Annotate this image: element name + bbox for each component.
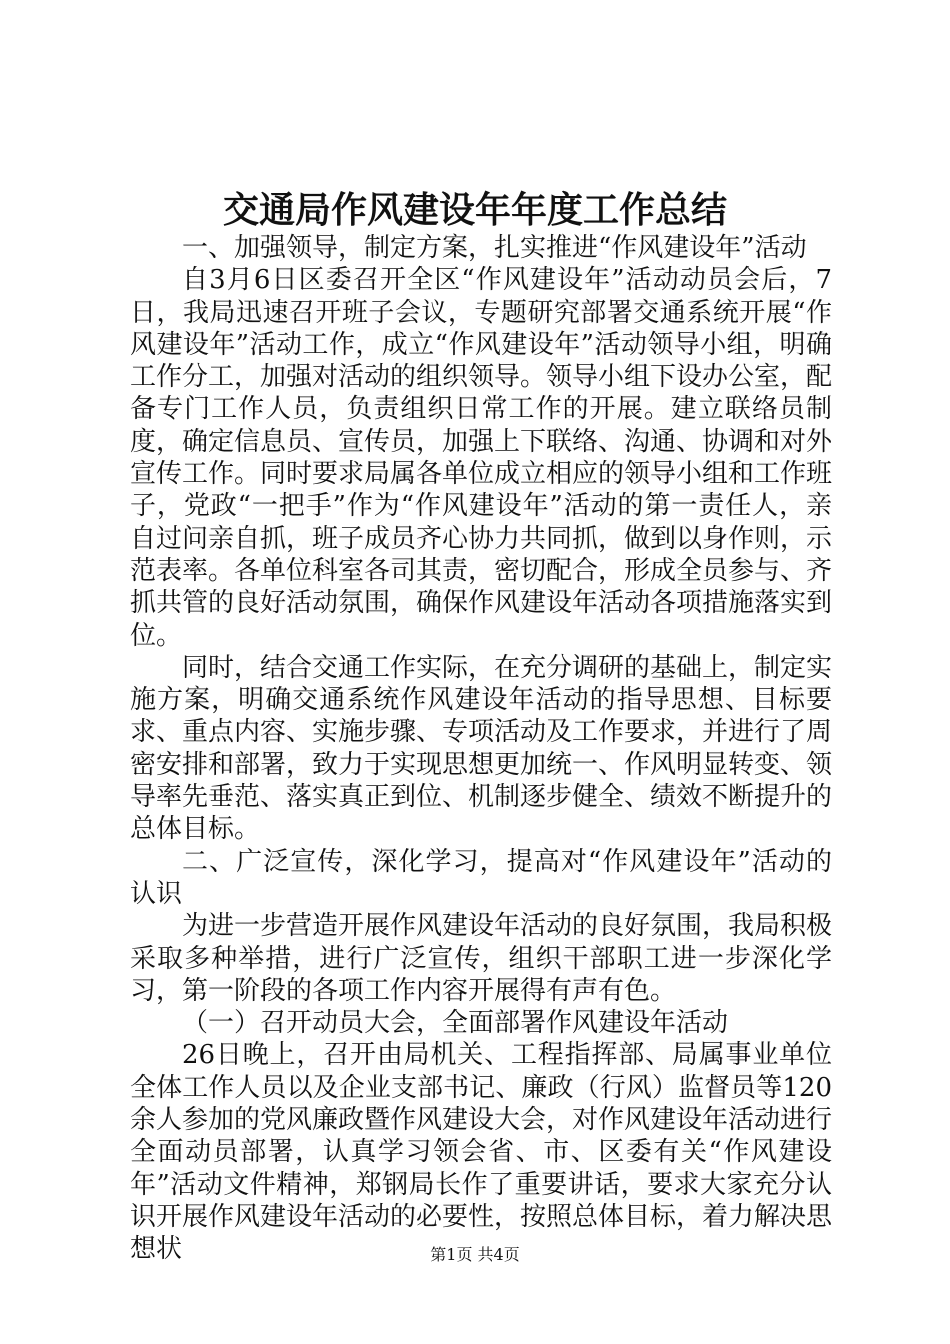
section-heading-1: 一、加强领导，制定方案，扎实推进“作风建设年”活动: [182, 233, 807, 263]
body-paragraph-3: 为进一步营造开展作风建设年活动的良好氛围，我局积极采取多种举措，进行广泛宣传，组织干部职工进一步深化学习，第一阶段的各项工作内容开展得有声有色。: [130, 911, 833, 1006]
page-footer: 第1页 共4页: [430, 1245, 520, 1264]
document-body: [130, 232, 832, 1266]
subsection-heading-1: （一）召开动员大会，全面部署作风建设年活动: [182, 1008, 729, 1039]
document-title: 交通局作风建设年年度工作总结: [222, 189, 727, 231]
body-paragraph-2: 同时，结合交通工作实际，在充分调研的基础上，制定实施方案，明确交通系统作风建设年活动的指导思想、目标要求、重点内容、实施步骤、专项活动及工作要求，并进行了周密安排和部署，致力于实现思想更加统一、作风明显转变、领导率先垂范、落实真正到位、机制逐步健全、绩效不断提升的总体目标。: [130, 652, 833, 845]
body-paragraph-4: 26日晚上，召开由局机关、工程指挥部、局属事业单位全体工作人员以及企业支部书记、廉政（行风）监督员等120余人参加的党风廉政暨作风建设大会，对作风建设年活动进行全面动员部署，认真学习领会省、市、区委有关“作风建设年”活动文件精神，郑钢局长作了重要讲话，要求大家充分认识开展作风建设年活动的必要性，按照总体目标，着力解决思想状: [130, 1040, 833, 1265]
section-heading-2: 二、广泛宣传，深化学习，提高对“作风建设年”活动的认识: [130, 846, 832, 909]
body-paragraph-1: 自3月6日区委召开全区“作风建设年”活动动员会后，7日，我局迅速召开班子会议，专题研究部署交通系统开展“作风建设年”活动工作，成立“作风建设年”活动领导小组，明确工作分工，加强对活动的组织领导。领导小组下设办公室，配备专门工作人员，负责组织日常工作的开展。建立联络员制度，确定信息员、宣传员，加强上下联络、沟通、协调和对外宣传工作。同时要求局属各单位成立相应的领导小组和工作班子，党政“一把手”作为“作风建设年”活动的第一责任人，亲自过问亲自抓，班子成员齐心协力共同抓，做到以身作则，示范表率。各单位科室各司其责，密切配合，形成全员参与、齐抓共管的良好活动氛围，确保作风建设年活动各项措施落实到位。: [130, 265, 833, 651]
